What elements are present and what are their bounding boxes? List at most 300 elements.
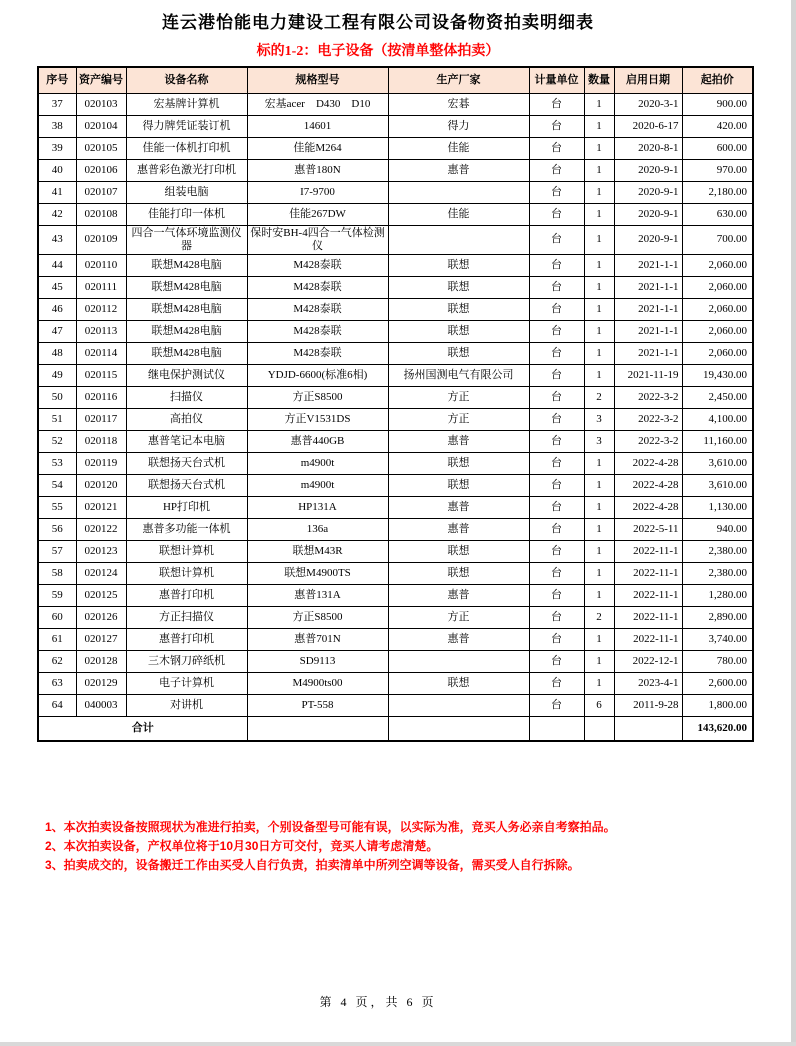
cell-unit: 台	[529, 225, 584, 254]
cell-qty: 1	[584, 137, 614, 159]
cell-asset-no: 020113	[76, 320, 126, 342]
cell-model: 方正S8500	[247, 386, 388, 408]
cell-start-date: 2021-11-19	[614, 364, 682, 386]
cell-unit: 台	[529, 628, 584, 650]
cell-name: 联想扬天台式机	[126, 474, 247, 496]
cell-model: 保时安BH-4四合一气体检测仪	[247, 225, 388, 254]
cell-name: 惠普多功能一体机	[126, 518, 247, 540]
cell-asset-no: 020128	[76, 650, 126, 672]
cell-maker: 联想	[388, 254, 529, 276]
cell-maker: 惠普	[388, 628, 529, 650]
cell-name: 惠普打印机	[126, 584, 247, 606]
cell-asset-no: 020104	[76, 115, 126, 137]
cell-maker: 联想	[388, 320, 529, 342]
cell-start-price: 2,890.00	[682, 606, 753, 628]
cell-asset-no: 020105	[76, 137, 126, 159]
cell-maker: 惠普	[388, 496, 529, 518]
cell-maker: 惠普	[388, 159, 529, 181]
page-edge-bottom	[0, 1042, 796, 1046]
cell-start-price: 2,060.00	[682, 254, 753, 276]
cell-qty: 1	[584, 518, 614, 540]
note-line: 2、本次拍卖设备，产权单位将于10月30日方可交付，竞买人请考虑清楚。	[45, 839, 439, 853]
cell-seq: 45	[38, 276, 76, 298]
cell-seq: 55	[38, 496, 76, 518]
cell-seq: 64	[38, 694, 76, 716]
cell-qty: 1	[584, 628, 614, 650]
cell-qty: 3	[584, 408, 614, 430]
cell-maker	[388, 225, 529, 254]
cell-qty: 1	[584, 584, 614, 606]
cell-unit: 台	[529, 203, 584, 225]
cell-asset-no: 020107	[76, 181, 126, 203]
cell-start-price: 1,280.00	[682, 584, 753, 606]
cell-model: 惠普701N	[247, 628, 388, 650]
cell-seq: 44	[38, 254, 76, 276]
cell-start-price: 2,060.00	[682, 276, 753, 298]
cell-start-price: 2,060.00	[682, 342, 753, 364]
cell-seq: 39	[38, 137, 76, 159]
cell-asset-no: 020120	[76, 474, 126, 496]
table-row	[38, 364, 753, 386]
cell-maker	[388, 650, 529, 672]
cell-seq: 56	[38, 518, 76, 540]
cell-name: 联想M428电脑	[126, 320, 247, 342]
cell-asset-no: 020112	[76, 298, 126, 320]
cell-name: 四合一气体环境监测仪器	[126, 225, 247, 254]
cell-model: M428泰联	[247, 320, 388, 342]
cell-asset-no: 020126	[76, 606, 126, 628]
cell-model: 佳能267DW	[247, 203, 388, 225]
cell-seq: 42	[38, 203, 76, 225]
cell-maker: 联想	[388, 342, 529, 364]
cell-qty: 1	[584, 159, 614, 181]
cell-seq: 51	[38, 408, 76, 430]
cell-qty: 1	[584, 540, 614, 562]
cell-seq: 62	[38, 650, 76, 672]
note-line: 1、本次拍卖设备按照现状为准进行拍卖，个别设备型号可能有误，以实际为准，竞买人务必亲自考察拍品。	[45, 820, 616, 834]
cell-qty: 1	[584, 364, 614, 386]
cell-start-price: 2,450.00	[682, 386, 753, 408]
cell-model: SD9113	[247, 650, 388, 672]
cell-start-date: 2022-11-1	[614, 562, 682, 584]
cell-name: 佳能一体机打印机	[126, 137, 247, 159]
cell-name: 对讲机	[126, 694, 247, 716]
cell-seq: 60	[38, 606, 76, 628]
cell-model: 惠普440GB	[247, 430, 388, 452]
header-cell-seq: 序号	[38, 67, 76, 93]
cell-qty: 6	[584, 694, 614, 716]
table-row	[38, 225, 753, 254]
cell-unit: 台	[529, 115, 584, 137]
cell-start-price: 970.00	[682, 159, 753, 181]
table-row	[38, 115, 753, 137]
cell-start-date: 2022-11-1	[614, 584, 682, 606]
cell-asset-no: 020129	[76, 672, 126, 694]
cell-start-date: 2022-3-2	[614, 408, 682, 430]
cell-start-date: 2020-9-1	[614, 181, 682, 203]
table-row	[38, 276, 753, 298]
cell-start-price: 2,600.00	[682, 672, 753, 694]
cell-start-date: 2022-3-2	[614, 386, 682, 408]
cell-model: 佳能M264	[247, 137, 388, 159]
cell-unit: 台	[529, 474, 584, 496]
table-row	[38, 203, 753, 225]
cell-start-date: 2022-11-1	[614, 540, 682, 562]
table-row	[38, 672, 753, 694]
cell-model: YDJD-6600(标准6相)	[247, 364, 388, 386]
cell-unit: 台	[529, 386, 584, 408]
cell-start-date: 2022-5-11	[614, 518, 682, 540]
total-empty-qty	[584, 716, 614, 741]
cell-qty: 2	[584, 386, 614, 408]
cell-unit: 台	[529, 496, 584, 518]
cell-start-price: 600.00	[682, 137, 753, 159]
cell-unit: 台	[529, 694, 584, 716]
cell-start-price: 19,430.00	[682, 364, 753, 386]
cell-maker: 得力	[388, 115, 529, 137]
cell-start-price: 780.00	[682, 650, 753, 672]
cell-qty: 1	[584, 496, 614, 518]
header-cell-asset-no: 资产编号	[76, 67, 126, 93]
cell-asset-no: 020125	[76, 584, 126, 606]
cell-start-date: 2022-3-2	[614, 430, 682, 452]
cell-unit: 台	[529, 320, 584, 342]
cell-qty: 1	[584, 203, 614, 225]
cell-model: I7-9700	[247, 181, 388, 203]
cell-seq: 50	[38, 386, 76, 408]
cell-maker: 联想	[388, 672, 529, 694]
cell-unit: 台	[529, 342, 584, 364]
cell-qty: 1	[584, 672, 614, 694]
cell-name: 高拍仪	[126, 408, 247, 430]
cell-unit: 台	[529, 606, 584, 628]
cell-asset-no: 020122	[76, 518, 126, 540]
total-empty-model	[247, 716, 388, 741]
cell-start-price: 11,160.00	[682, 430, 753, 452]
table-row	[38, 452, 753, 474]
cell-qty: 2	[584, 606, 614, 628]
header-cell-qty: 数量	[584, 67, 614, 93]
cell-name: 佳能打印一体机	[126, 203, 247, 225]
table-row	[38, 496, 753, 518]
auction-notes	[45, 818, 745, 875]
cell-start-date: 2022-4-28	[614, 474, 682, 496]
cell-unit: 台	[529, 540, 584, 562]
cell-name: 联想扬天台式机	[126, 452, 247, 474]
cell-name: 联想M428电脑	[126, 342, 247, 364]
cell-qty: 1	[584, 181, 614, 203]
table-row	[38, 298, 753, 320]
cell-qty: 1	[584, 93, 614, 115]
cell-seq: 48	[38, 342, 76, 364]
total-price-cell: 143,620.00	[682, 716, 753, 741]
table-row	[38, 540, 753, 562]
cell-name: 惠普笔记本电脑	[126, 430, 247, 452]
cell-start-date: 2020-9-1	[614, 159, 682, 181]
cell-maker: 宏碁	[388, 93, 529, 115]
cell-unit: 台	[529, 430, 584, 452]
table-row	[38, 254, 753, 276]
cell-name: 方正扫描仪	[126, 606, 247, 628]
cell-seq: 63	[38, 672, 76, 694]
total-empty-unit	[529, 716, 584, 741]
table-header-row	[38, 67, 753, 93]
cell-seq: 58	[38, 562, 76, 584]
cell-asset-no: 020118	[76, 430, 126, 452]
cell-start-date: 2022-11-1	[614, 628, 682, 650]
cell-qty: 1	[584, 115, 614, 137]
cell-model: 惠普180N	[247, 159, 388, 181]
cell-name: 联想M428电脑	[126, 298, 247, 320]
cell-asset-no: 020108	[76, 203, 126, 225]
cell-unit: 台	[529, 408, 584, 430]
cell-model: 14601	[247, 115, 388, 137]
cell-seq: 37	[38, 93, 76, 115]
cell-model: 联想M43R	[247, 540, 388, 562]
cell-maker: 惠普	[388, 584, 529, 606]
cell-unit: 台	[529, 584, 584, 606]
cell-start-price: 3,740.00	[682, 628, 753, 650]
table-row	[38, 474, 753, 496]
cell-unit: 台	[529, 181, 584, 203]
cell-unit: 台	[529, 452, 584, 474]
cell-asset-no: 020121	[76, 496, 126, 518]
cell-start-date: 2021-1-1	[614, 276, 682, 298]
cell-asset-no: 020123	[76, 540, 126, 562]
cell-asset-no: 020109	[76, 225, 126, 254]
cell-start-date: 2022-4-28	[614, 452, 682, 474]
page-edge-right	[791, 0, 796, 1046]
cell-asset-no: 020127	[76, 628, 126, 650]
table-row	[38, 93, 753, 115]
auction-items-table	[37, 66, 754, 742]
header-cell-name: 设备名称	[126, 67, 247, 93]
cell-start-date: 2020-3-1	[614, 93, 682, 115]
cell-start-date: 2022-12-1	[614, 650, 682, 672]
table-row	[38, 584, 753, 606]
cell-maker: 联想	[388, 276, 529, 298]
cell-model: 宏基acer D430 D10	[247, 93, 388, 115]
cell-start-price: 900.00	[682, 93, 753, 115]
cell-qty: 1	[584, 225, 614, 254]
cell-seq: 41	[38, 181, 76, 203]
cell-qty: 1	[584, 320, 614, 342]
cell-name: 电子计算机	[126, 672, 247, 694]
cell-start-price: 420.00	[682, 115, 753, 137]
cell-start-date: 2021-1-1	[614, 320, 682, 342]
cell-qty: 1	[584, 254, 614, 276]
table-row	[38, 562, 753, 584]
cell-model: 方正V1531DS	[247, 408, 388, 430]
cell-name: 组装电脑	[126, 181, 247, 203]
header-cell-start-price: 起拍价	[682, 67, 753, 93]
cell-unit: 台	[529, 518, 584, 540]
cell-qty: 1	[584, 650, 614, 672]
cell-start-price: 630.00	[682, 203, 753, 225]
cell-start-date: 2011-9-28	[614, 694, 682, 716]
cell-start-price: 3,610.00	[682, 474, 753, 496]
cell-seq: 46	[38, 298, 76, 320]
cell-model: 惠普131A	[247, 584, 388, 606]
cell-unit: 台	[529, 276, 584, 298]
cell-start-date: 2020-6-17	[614, 115, 682, 137]
cell-start-date: 2020-9-1	[614, 203, 682, 225]
cell-start-price: 2,060.00	[682, 298, 753, 320]
cell-asset-no: 020106	[76, 159, 126, 181]
cell-maker	[388, 181, 529, 203]
cell-seq: 52	[38, 430, 76, 452]
cell-asset-no: 020114	[76, 342, 126, 364]
cell-qty: 1	[584, 474, 614, 496]
cell-start-date: 2022-11-1	[614, 606, 682, 628]
cell-start-price: 2,380.00	[682, 540, 753, 562]
cell-maker: 惠普	[388, 430, 529, 452]
cell-start-date: 2020-9-1	[614, 225, 682, 254]
total-empty-maker	[388, 716, 529, 741]
table-row	[38, 181, 753, 203]
cell-maker: 佳能	[388, 137, 529, 159]
cell-start-date: 2022-4-28	[614, 496, 682, 518]
cell-start-price: 940.00	[682, 518, 753, 540]
cell-model: 136a	[247, 518, 388, 540]
cell-seq: 53	[38, 452, 76, 474]
cell-start-price: 2,060.00	[682, 320, 753, 342]
cell-seq: 49	[38, 364, 76, 386]
cell-start-date: 2021-1-1	[614, 342, 682, 364]
cell-qty: 1	[584, 342, 614, 364]
cell-maker: 佳能	[388, 203, 529, 225]
cell-asset-no: 020111	[76, 276, 126, 298]
cell-asset-no: 020124	[76, 562, 126, 584]
cell-start-date: 2023-4-1	[614, 672, 682, 694]
total-row	[38, 716, 753, 741]
cell-name: 惠普打印机	[126, 628, 247, 650]
cell-model: 联想M4900TS	[247, 562, 388, 584]
table-row	[38, 628, 753, 650]
cell-qty: 1	[584, 276, 614, 298]
lot-subtitle: 标的1-2：电子设备（按清单整体拍卖）	[256, 44, 500, 59]
cell-start-price: 1,130.00	[682, 496, 753, 518]
cell-maker: 扬州国测电气有限公司	[388, 364, 529, 386]
cell-model: M4900ts00	[247, 672, 388, 694]
cell-asset-no: 020119	[76, 452, 126, 474]
page-number: 第 4 页，共 6 页	[319, 995, 437, 1009]
cell-qty: 1	[584, 562, 614, 584]
cell-asset-no: 020116	[76, 386, 126, 408]
cell-asset-no: 020103	[76, 93, 126, 115]
cell-maker: 联想	[388, 298, 529, 320]
cell-model: HP131A	[247, 496, 388, 518]
table-row	[38, 137, 753, 159]
cell-unit: 台	[529, 562, 584, 584]
cell-unit: 台	[529, 93, 584, 115]
cell-model: m4900t	[247, 474, 388, 496]
cell-model: M428泰联	[247, 254, 388, 276]
table-row	[38, 650, 753, 672]
cell-name: 宏基牌计算机	[126, 93, 247, 115]
cell-model: m4900t	[247, 452, 388, 474]
cell-start-price: 3,610.00	[682, 452, 753, 474]
cell-name: 扫描仪	[126, 386, 247, 408]
cell-start-date: 2020-8-1	[614, 137, 682, 159]
cell-maker: 方正	[388, 408, 529, 430]
cell-unit: 台	[529, 137, 584, 159]
cell-name: 联想M428电脑	[126, 254, 247, 276]
table-row	[38, 320, 753, 342]
cell-seq: 61	[38, 628, 76, 650]
cell-name: 得力牌凭证装订机	[126, 115, 247, 137]
cell-model: 方正S8500	[247, 606, 388, 628]
cell-maker: 联想	[388, 562, 529, 584]
cell-maker: 联想	[388, 474, 529, 496]
cell-name: 惠普彩色激光打印机	[126, 159, 247, 181]
cell-asset-no: 020110	[76, 254, 126, 276]
cell-asset-no: 020115	[76, 364, 126, 386]
header-cell-unit: 计量单位	[529, 67, 584, 93]
cell-unit: 台	[529, 650, 584, 672]
cell-unit: 台	[529, 159, 584, 181]
cell-qty: 1	[584, 452, 614, 474]
table-row	[38, 694, 753, 716]
cell-seq: 59	[38, 584, 76, 606]
table-row	[38, 342, 753, 364]
table-row	[38, 606, 753, 628]
cell-unit: 台	[529, 254, 584, 276]
cell-name: 联想M428电脑	[126, 276, 247, 298]
cell-start-price: 2,380.00	[682, 562, 753, 584]
cell-name: 三木钢刀碎纸机	[126, 650, 247, 672]
cell-start-date: 2021-1-1	[614, 254, 682, 276]
cell-seq: 43	[38, 225, 76, 254]
header-cell-maker: 生产厂家	[388, 67, 529, 93]
cell-unit: 台	[529, 298, 584, 320]
cell-qty: 3	[584, 430, 614, 452]
cell-seq: 40	[38, 159, 76, 181]
table-row	[38, 518, 753, 540]
cell-unit: 台	[529, 364, 584, 386]
cell-seq: 38	[38, 115, 76, 137]
header-cell-start-date: 启用日期	[614, 67, 682, 93]
cell-name: HP打印机	[126, 496, 247, 518]
cell-maker: 联想	[388, 452, 529, 474]
cell-asset-no: 040003	[76, 694, 126, 716]
total-label-cell: 合计	[38, 716, 247, 741]
cell-model: M428泰联	[247, 276, 388, 298]
cell-start-date: 2021-1-1	[614, 298, 682, 320]
table-row	[38, 386, 753, 408]
cell-model: PT-558	[247, 694, 388, 716]
cell-start-price: 1,800.00	[682, 694, 753, 716]
table-row	[38, 408, 753, 430]
table-body	[38, 93, 753, 716]
cell-maker	[388, 694, 529, 716]
cell-asset-no: 020117	[76, 408, 126, 430]
note-line: 3、拍卖成交的，设备搬迁工作由买受人自行负责，拍卖清单中所列空调等设备，需买受人自行拆除。	[45, 858, 580, 872]
cell-maker: 方正	[388, 606, 529, 628]
table-row	[38, 430, 753, 452]
cell-name: 联想计算机	[126, 540, 247, 562]
page-title: 连云港怡能电力建设工程有限公司设备物资拍卖明细表	[162, 13, 594, 32]
cell-name: 联想计算机	[126, 562, 247, 584]
header-cell-model: 规格型号	[247, 67, 388, 93]
cell-maker: 方正	[388, 386, 529, 408]
cell-name: 继电保护测试仪	[126, 364, 247, 386]
total-empty-date	[614, 716, 682, 741]
cell-seq: 57	[38, 540, 76, 562]
cell-seq: 47	[38, 320, 76, 342]
cell-start-price: 4,100.00	[682, 408, 753, 430]
table-row	[38, 159, 753, 181]
